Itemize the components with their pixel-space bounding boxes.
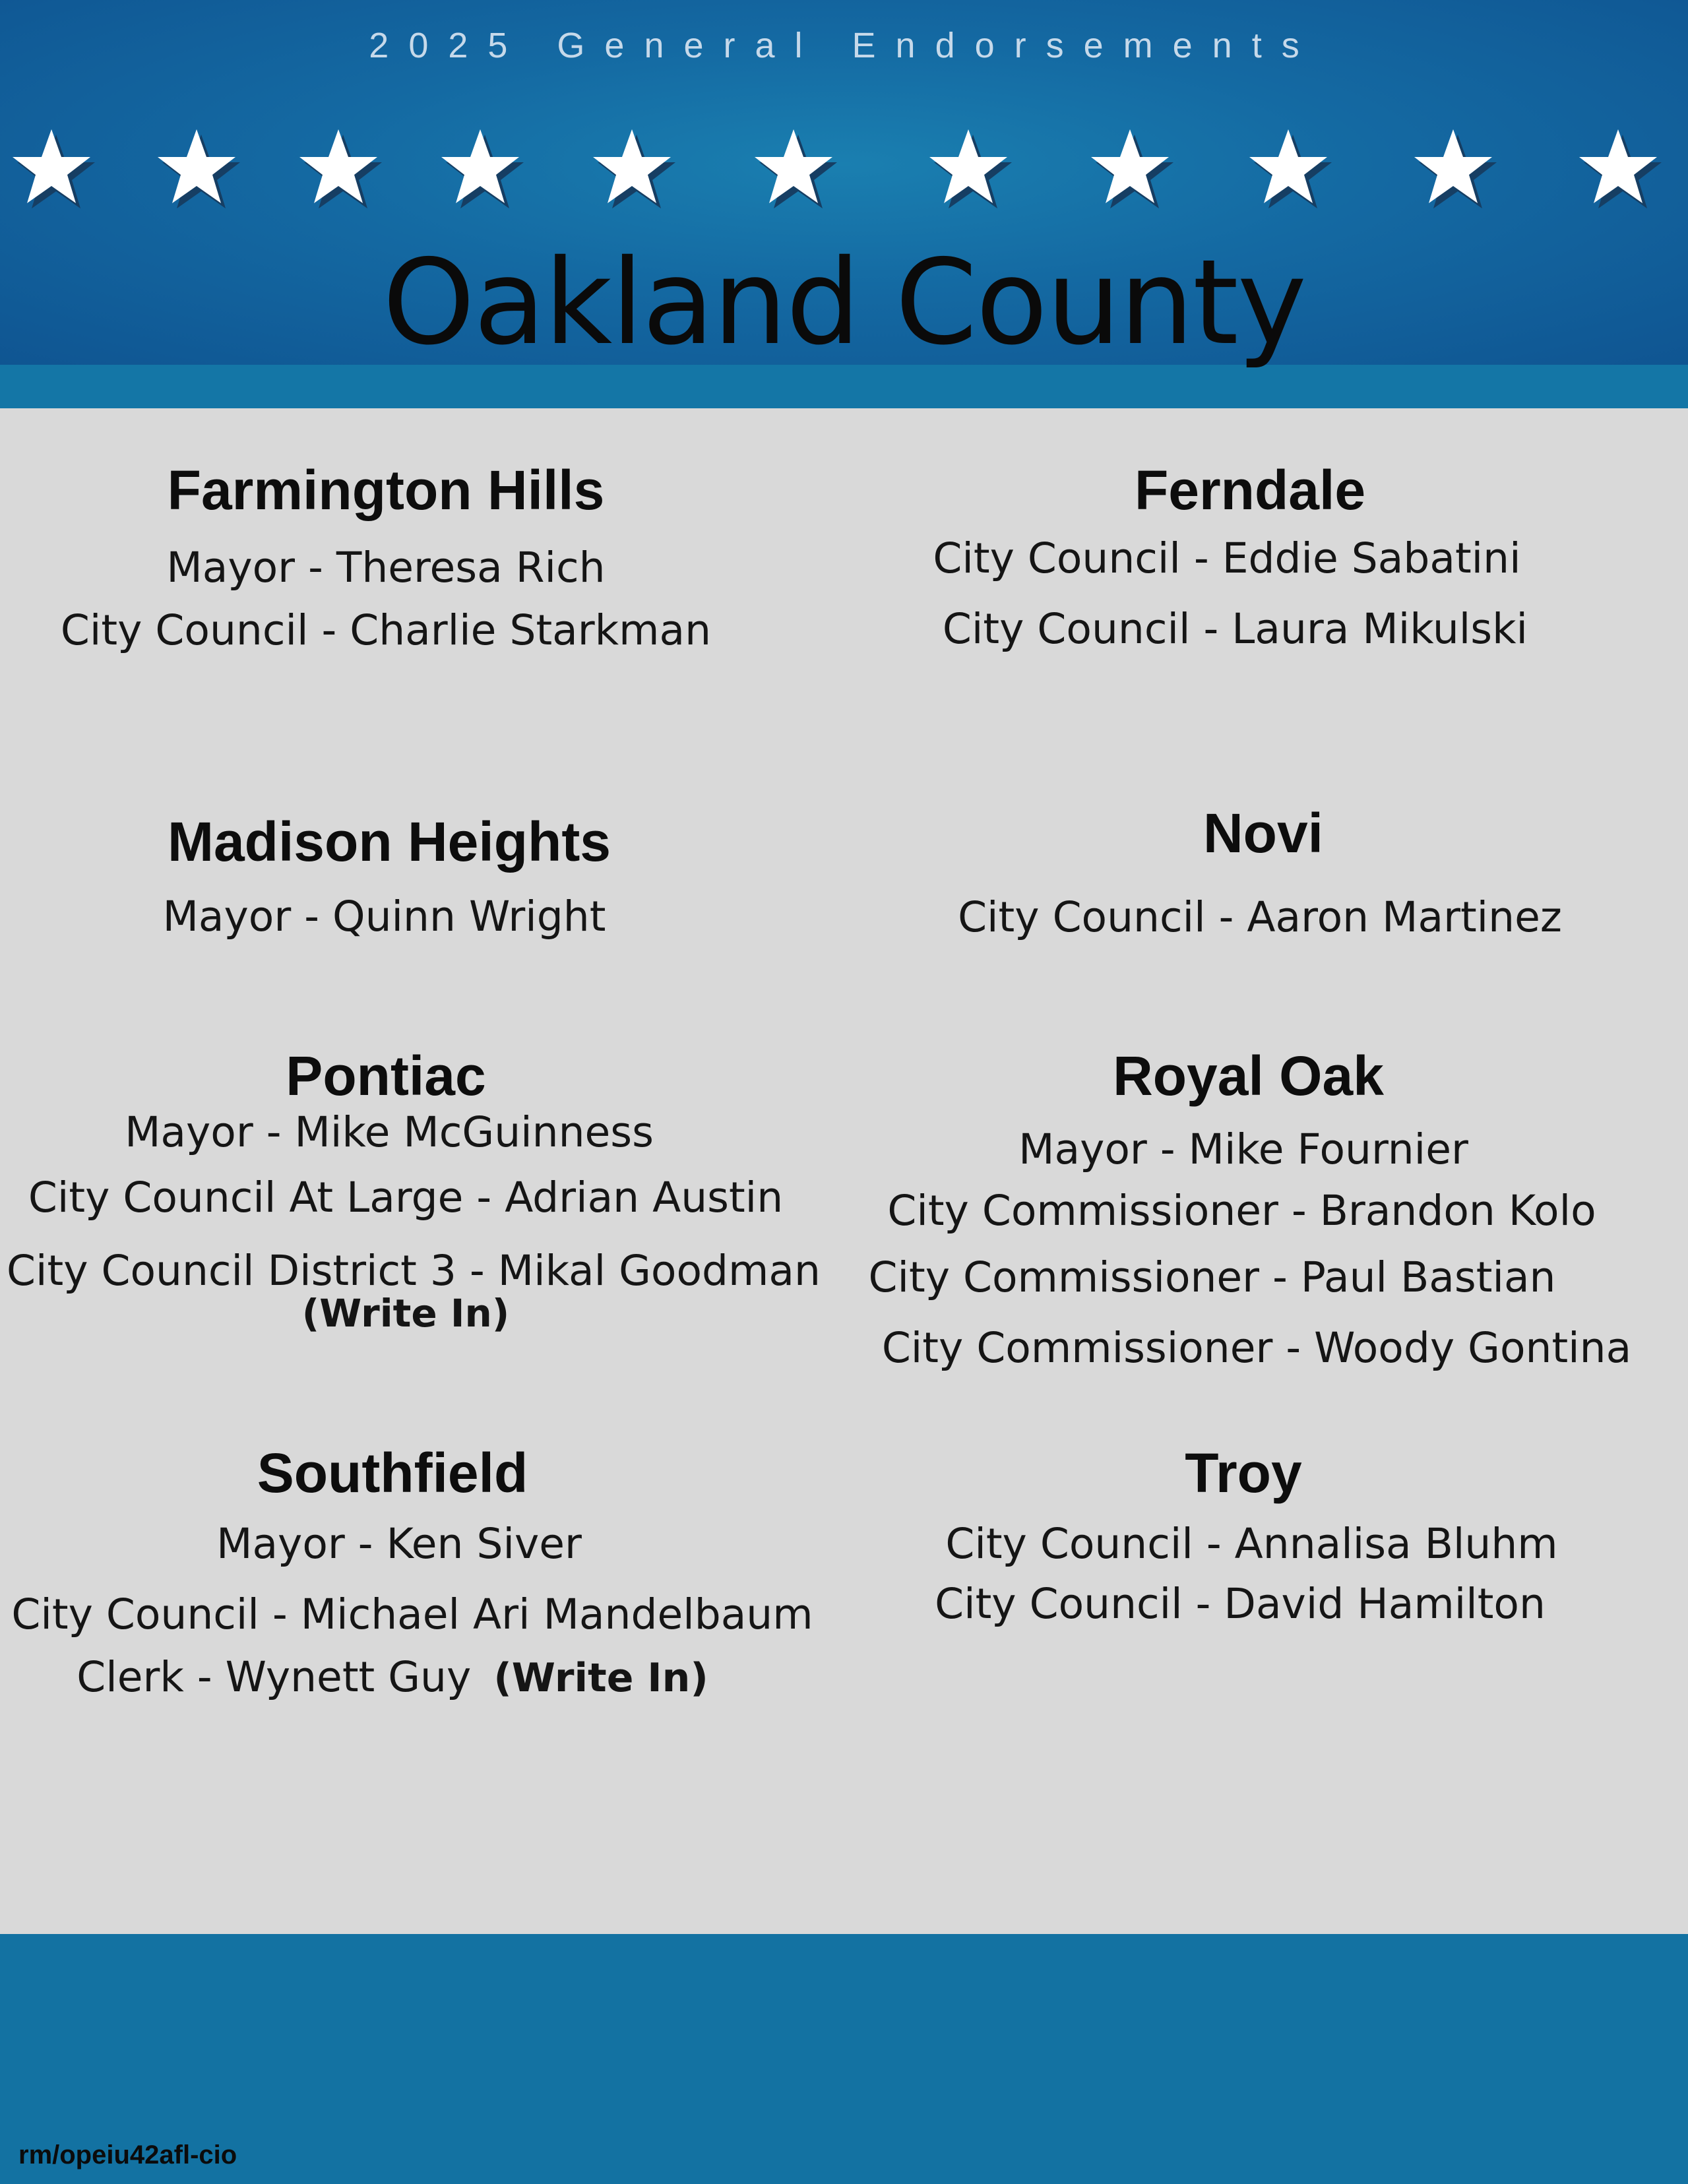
endorsement-line: City Commissioner - Paul Bastian [868, 1253, 1556, 1301]
section-heading: Southfield [257, 1442, 528, 1504]
endorsement-line: Mayor - Quinn Wright [162, 892, 606, 941]
section-farmington-hills [33, 458, 739, 654]
star-icon [1085, 125, 1177, 218]
section-novi [891, 801, 1636, 941]
section-heading: Farmington Hills [167, 459, 605, 521]
header-band [0, 365, 1688, 408]
section-troy [904, 1441, 1642, 1628]
section-pontiac [7, 1044, 821, 1336]
endorsement-line: City Council - David Hamilton [935, 1580, 1546, 1628]
write-in-note: (Write In) [301, 1291, 510, 1336]
footer-handle: rm/opeiu42afl-cio [18, 2140, 237, 2169]
endorsement-line: City Commissioner - Brandon Kolo [887, 1187, 1596, 1235]
endorsement-line: City Council - Michael Ari Mandelbaum [11, 1590, 813, 1638]
star-icon [294, 125, 386, 218]
section-royal-oak [868, 1044, 1636, 1372]
endorsement-line: City Council At Large - Adrian Austin [28, 1173, 784, 1222]
star-icon [923, 125, 1016, 218]
write-in-note: (Write In) [493, 1655, 708, 1701]
star-icon [435, 125, 528, 218]
section-ferndale [877, 458, 1623, 653]
subtitle: 2025 General Endorsements [369, 26, 1319, 65]
star-icon [1408, 125, 1501, 218]
endorsement-line: City Commissioner - Woody Gontina [881, 1324, 1632, 1372]
section-heading: Troy [1185, 1442, 1302, 1504]
section-heading: Pontiac [286, 1045, 486, 1107]
star-icon [587, 125, 679, 218]
star-icon [1243, 125, 1336, 218]
stars-row [0, 125, 1688, 231]
endorsement-line: Mayor - Mike McGuinness [125, 1108, 654, 1156]
endorsement-line: City Council District 3 - Mikal Goodman [7, 1247, 821, 1295]
endorsement-line: City Council - Annalisa Bluhm [945, 1520, 1558, 1568]
section-heading: Novi [1203, 802, 1324, 864]
endorsement-line-with-write-in [0, 1653, 818, 1701]
endorsement-line: Mayor - Mike Fournier [1018, 1125, 1468, 1173]
page-title: Oakland County [382, 234, 1306, 371]
endorsement-line: Clerk - Wynett Guy [77, 1653, 472, 1701]
section-southfield [11, 1441, 818, 1701]
endorsement-line: City Council - Eddie Sabatini [933, 534, 1521, 582]
footer-band [0, 1934, 1688, 2184]
section-heading: Royal Oak [1113, 1045, 1384, 1107]
endorsement-line: Mayor - Theresa Rich [166, 544, 606, 592]
section-heading: Ferndale [1134, 459, 1366, 521]
endorsement-line: City Council - Laura Mikulski [942, 605, 1528, 653]
section-heading: Madison Heights [167, 811, 611, 873]
endorsement-line: City Council - Charlie Starkman [60, 606, 712, 654]
star-icon [152, 125, 244, 218]
star-icon [1573, 125, 1666, 218]
star-icon [749, 125, 841, 218]
star-icon [7, 125, 99, 218]
endorsement-line: Mayor - Ken Siver [216, 1520, 582, 1568]
section-madison-heights [33, 810, 745, 941]
endorsement-line: City Council - Aaron Martinez [958, 893, 1562, 941]
